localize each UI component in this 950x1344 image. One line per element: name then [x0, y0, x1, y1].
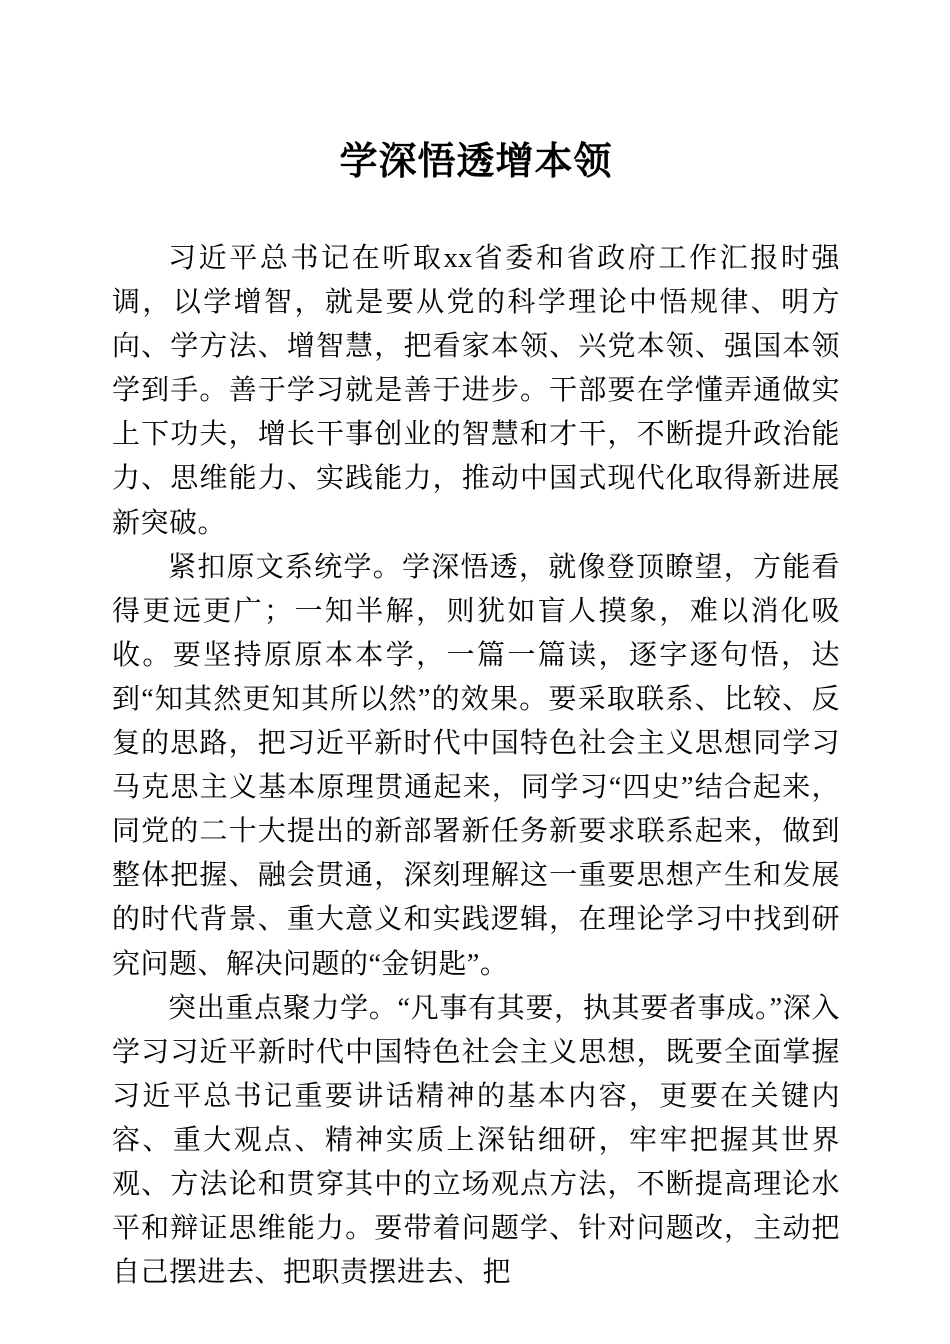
document-title: 学深悟透增本领 [339, 141, 613, 183]
paragraph-2: 紧扣原文系统学。学深悟透，就像登顶瞭望，方能看得更远更广；一知半解，则犹如盲人摸象，难以消化吸收。要坚持原原本本学，一篇一篇读，逐字逐句悟，达到“知其然更知其所以然”的效果。要采取联系、比较、反复的思路，把习近平新时代中国特色社会主义思想同学习马克思主义基本原理贯通起来，同学习“四史”结合起来，同党的二十大提出的新部署新任务新要求联系起来，做到整体把握、融会贯通，深刻理解这一重要思想产生和发展的时代背景、重大意义和实践逻辑，在理论学习中找到研究问题、解决问题的“金钥匙”。 [112, 551, 840, 980]
paragraph-3: 突出重点聚力学。“凡事有其要，执其要者事成。”深入学习习近平新时代中国特色社会主义思想，既要全面掌握习近平总书记重要讲话精神的基本内容，更要在关键内容、重大观点、精神实质上深钻细研，牢牢把握其世界观、方法论和贯穿其中的立场观点方法，不断提高理论水平和辩证思维能力。要带着问题学、针对问题改，主动把自己摆进去、把职责摆进去、把 [112, 992, 840, 1289]
paragraph-1: 习近平总书记在听取xx省委和省政府工作汇报时强调，以学增智，就是要从党的科学理论中悟规律、明方向、学方法、增智慧，把看家本领、兴党本领、强国本领学到手。善于学习就是善于进步。干部要在学懂弄通做实上下功夫，增长干事创业的智慧和才干，不断提升政治能力、思维能力、实践能力，推动中国式现代化取得新进展新突破。 [112, 243, 840, 539]
